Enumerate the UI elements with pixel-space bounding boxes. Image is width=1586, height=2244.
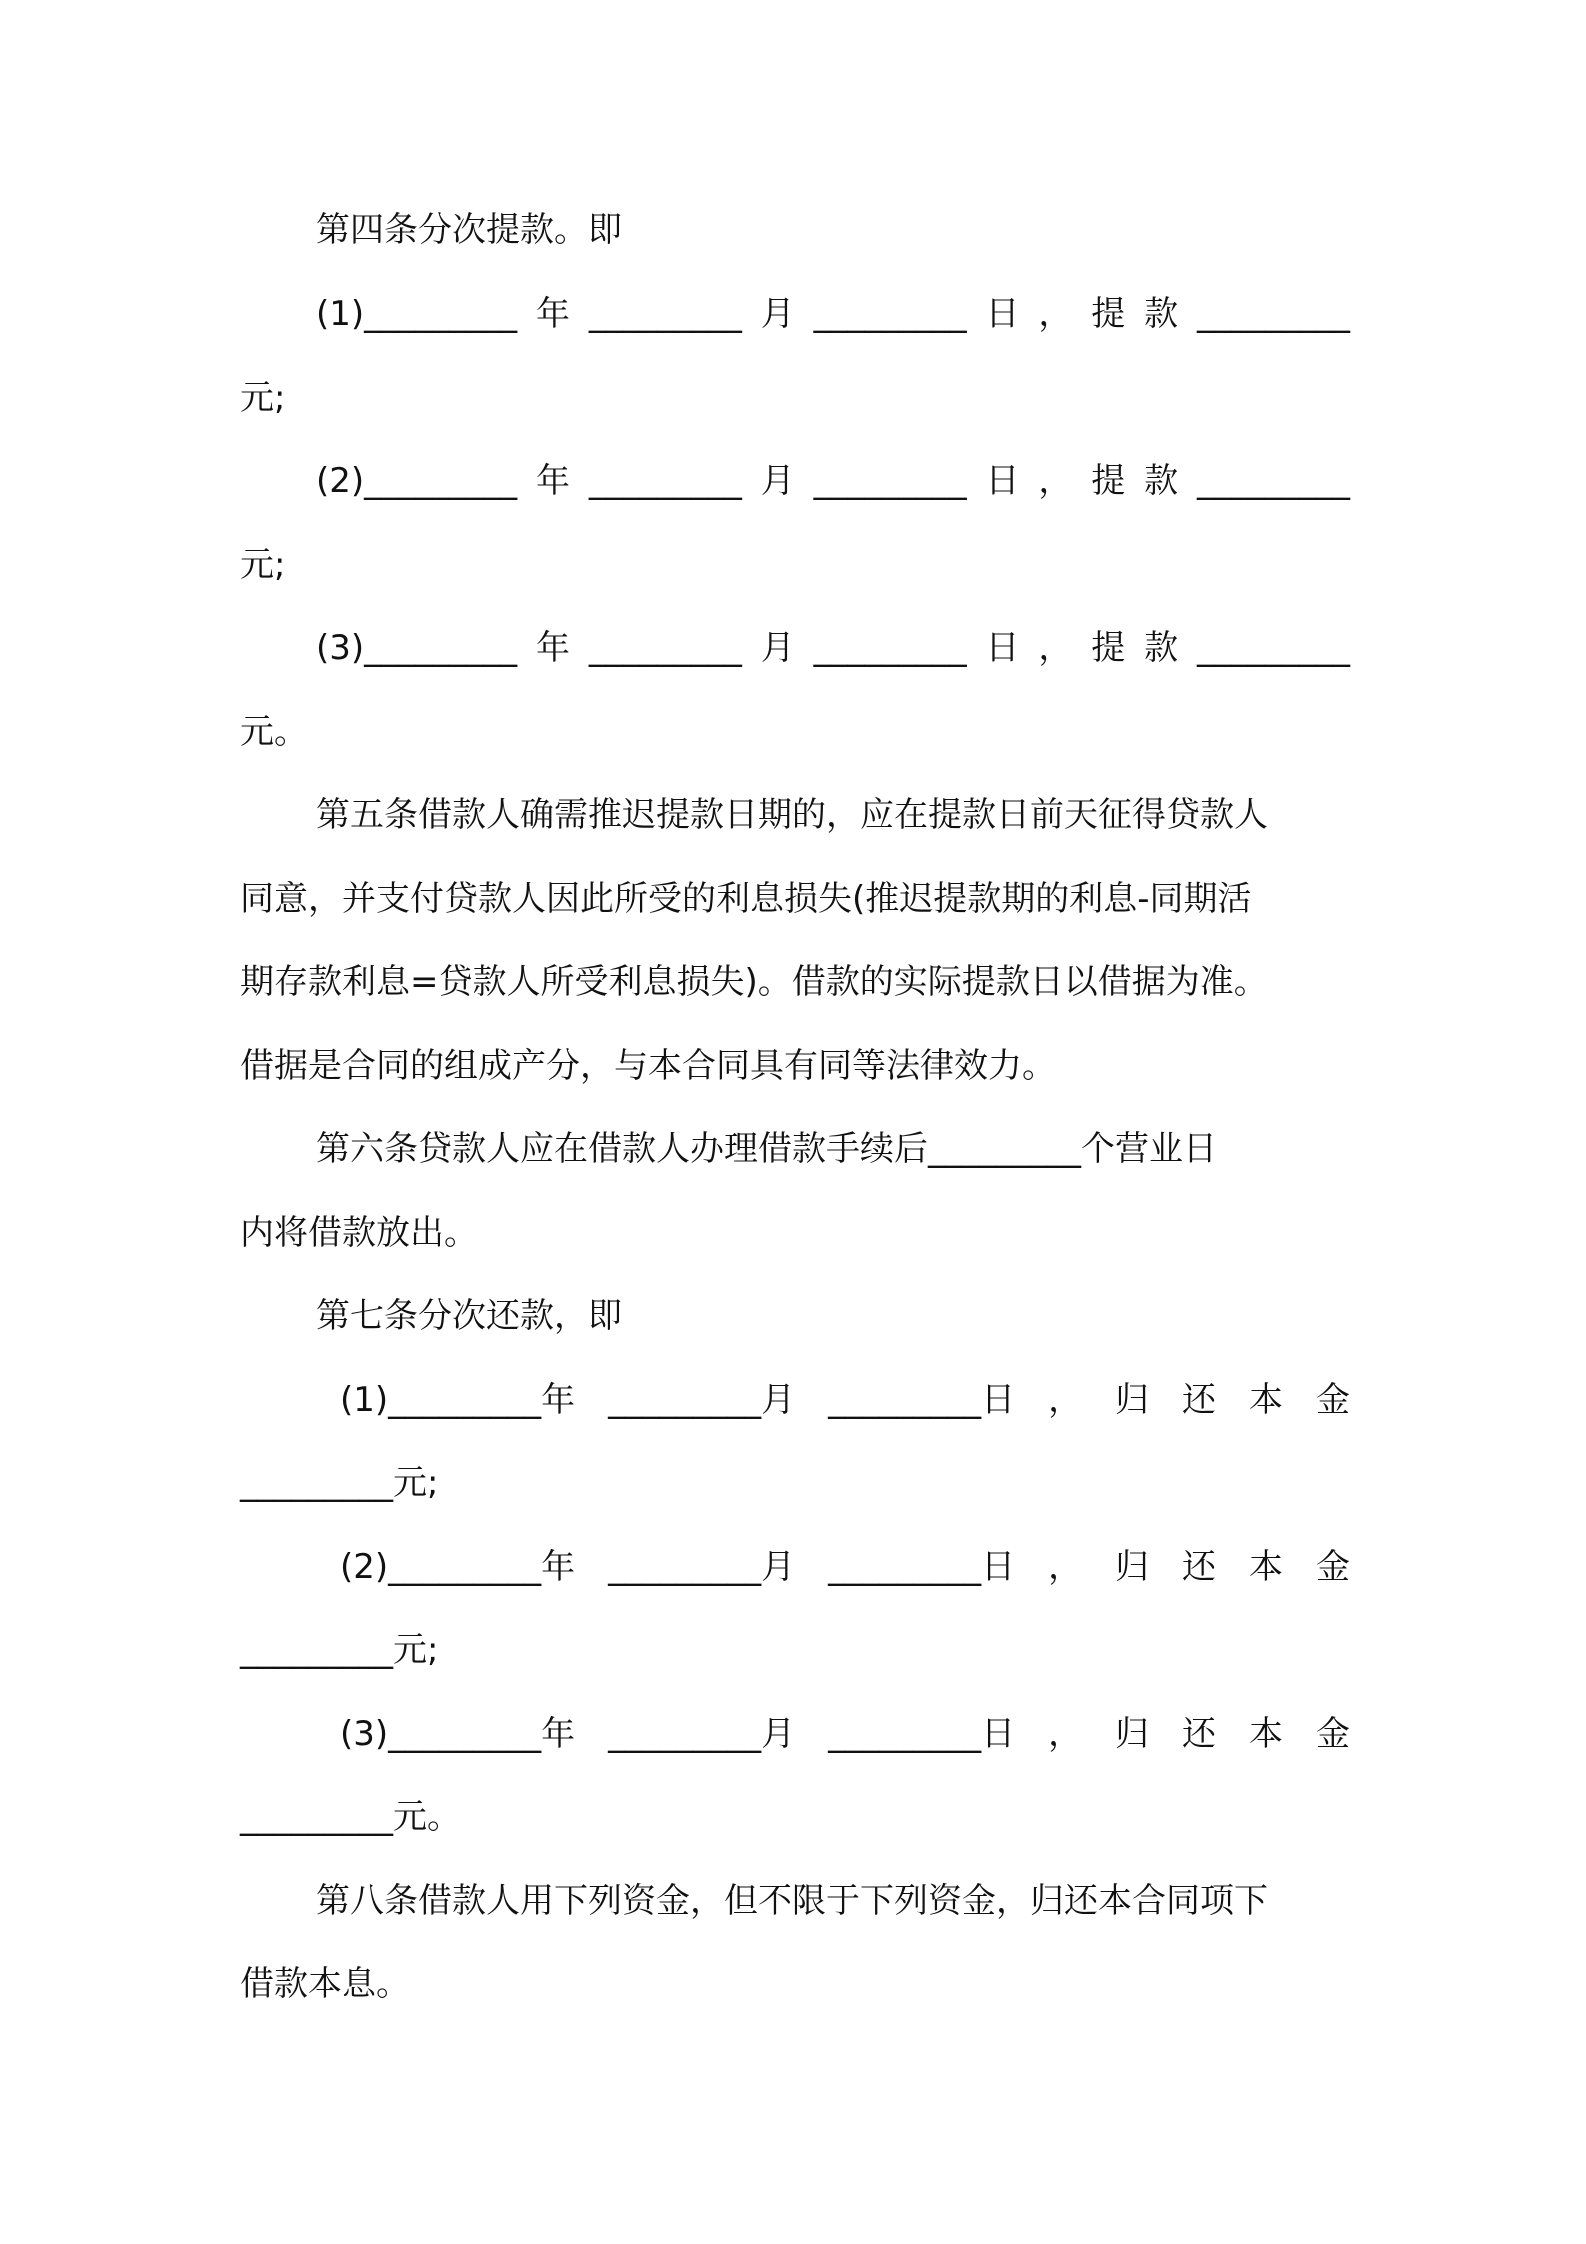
withdrawal-1-line: (1)_________年_________月_________日，提款_________	[316, 294, 1350, 334]
repayment-3-char-2: 还	[1182, 1714, 1217, 1754]
repayment-3-line	[340, 1713, 1350, 1755]
repayment-3-year: (3)_________年	[340, 1714, 576, 1754]
repayment-2-line	[340, 1546, 1350, 1588]
article-6-line-1: 第六条贷款人应在借款人办理借款手续后_________个营业日	[316, 1129, 1217, 1169]
repayment-2-comma: ，	[1048, 1547, 1083, 1587]
repayment-2-year: (2)_________年	[340, 1547, 576, 1587]
article-8-line-2: 借款本息。	[240, 1964, 410, 2004]
repayment-2-char-4: 金	[1315, 1547, 1350, 1587]
repayment-1-char-1: 归	[1115, 1380, 1150, 1420]
repayment-2-month: _________月	[608, 1547, 796, 1587]
withdrawal-1-unit: 元;	[240, 378, 286, 418]
withdrawal-3-line: (3)_________年_________月_________日，提款_________	[316, 628, 1350, 668]
repayment-3-day: _________日	[828, 1714, 1016, 1754]
repayment-1-year: (1)_________年	[340, 1380, 576, 1420]
repayment-1-month: _________月	[608, 1380, 796, 1420]
repayment-1-line	[340, 1379, 1350, 1421]
repayment-1-char-2: 还	[1182, 1380, 1217, 1420]
repayment-3-comma: ，	[1048, 1714, 1083, 1754]
repayment-2-char-1: 归	[1115, 1547, 1150, 1587]
repayment-1-comma: ，	[1048, 1380, 1083, 1420]
article-5-line-3: 期存款利息=贷款人所受利息损失)。借款的实际提款日以借据为准。	[240, 962, 1268, 1002]
repayment-3-char-4: 金	[1315, 1714, 1350, 1754]
article-5-line-2: 同意，并支付贷款人因此所受的利息损失(推迟提款期的利息-同期活	[240, 879, 1252, 919]
repayment-1-char-4: 金	[1315, 1380, 1350, 1420]
repayment-1-amount: _________元;	[240, 1463, 439, 1503]
repayment-2-char-3: 本	[1248, 1547, 1283, 1587]
repayment-3-char-1: 归	[1115, 1714, 1150, 1754]
repayment-3-month: _________月	[608, 1714, 796, 1754]
repayment-3-amount: _________元。	[240, 1797, 461, 1837]
repayment-2-day: _________日	[828, 1547, 1016, 1587]
withdrawal-3-unit: 元。	[240, 712, 308, 752]
repayment-3-char-3: 本	[1248, 1714, 1283, 1754]
article-5-line-4: 借据是合同的组成产分，与本合同具有同等法律效力。	[240, 1046, 1056, 1086]
repayment-2-amount: _________元;	[240, 1630, 439, 1670]
article-4-heading: 第四条分次提款。即	[316, 210, 622, 250]
repayment-1-day: _________日	[828, 1380, 1016, 1420]
repayment-1-char-3: 本	[1248, 1380, 1283, 1420]
withdrawal-2-line: (2)_________年_________月_________日，提款_________	[316, 461, 1350, 501]
article-8-line-1: 第八条借款人用下列资金，但不限于下列资金，归还本合同项下	[316, 1881, 1268, 1921]
article-6-line-2: 内将借款放出。	[240, 1213, 478, 1253]
repayment-2-char-2: 还	[1182, 1547, 1217, 1587]
article-7-heading: 第七条分次还款，即	[316, 1296, 622, 1336]
withdrawal-2-unit: 元;	[240, 545, 286, 585]
article-5-line-1: 第五条借款人确需推迟提款日期的，应在提款日前天征得贷款人	[316, 795, 1268, 835]
